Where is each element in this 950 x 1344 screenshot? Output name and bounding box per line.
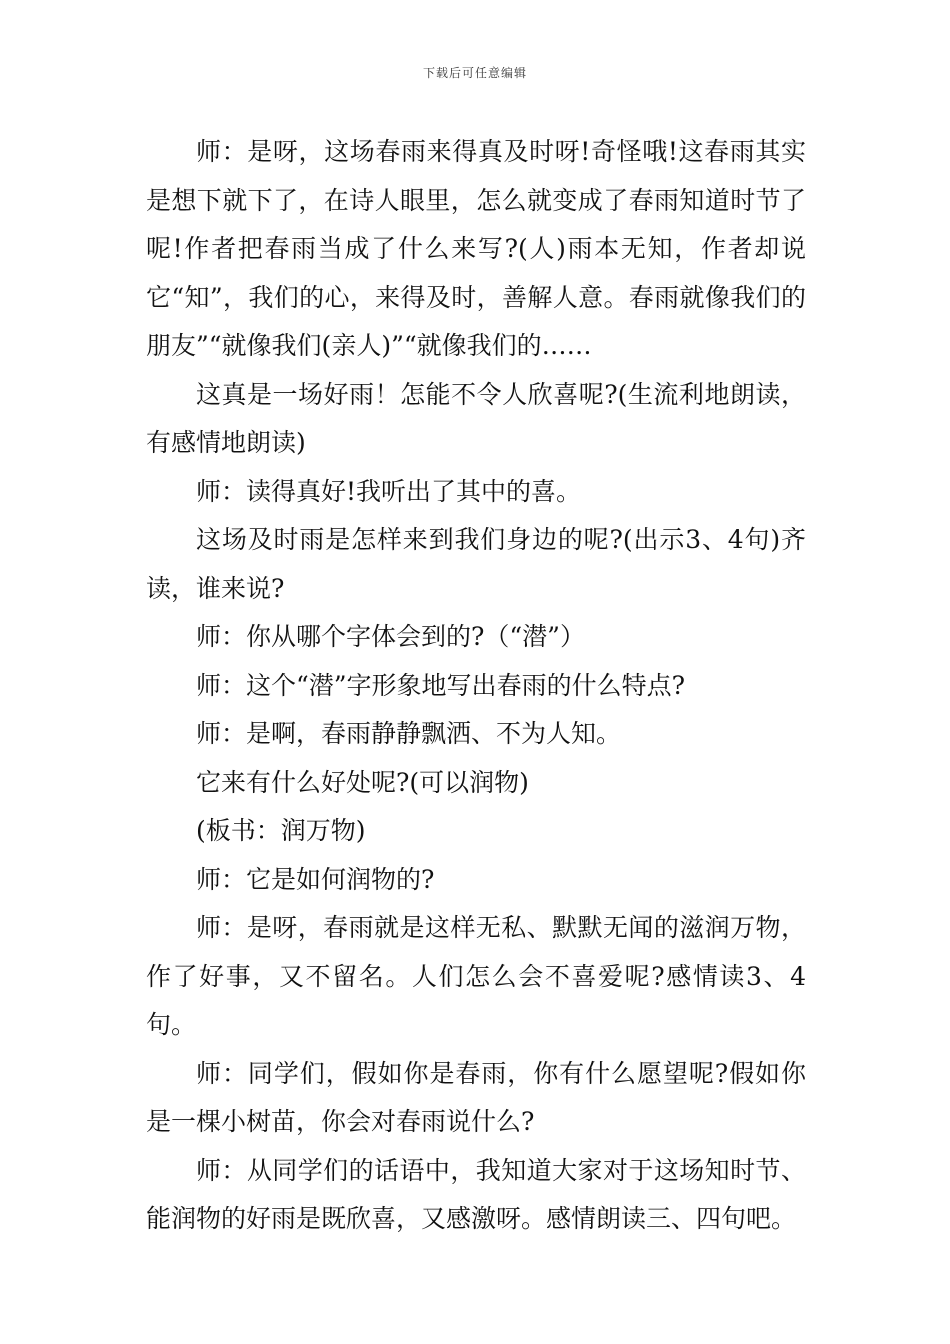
page-header: 下载后可任意编辑 — [422, 66, 527, 80]
paragraph: 师：是呀，这场春雨来得真及时呀!奇怪哦!这春雨其实是想下就下了，在诗人眼里，怎么就变成了春雨知道时节了呢!作者把春雨当成了什么来写?(人)雨本无知，作者却说它“知”，我们的心，来得及时，善解人意。春雨就像我们的朋友”“就像我们(亲人)”“就像我们的…… — [146, 137, 806, 360]
paragraph: 这场及时雨是怎样来到我们身边的呢?(出示3、4句)齐读，谁来说? — [146, 525, 806, 603]
paragraph: 师：是啊，春雨静静飘洒、不为人知。 — [196, 719, 622, 748]
paragraph: 师：你从哪个字体会到的?（“潜”） — [196, 622, 585, 651]
paragraph: (板书：润万物) — [196, 816, 366, 845]
document-body — [146, 128, 806, 1244]
paragraph: 师：这个“潜”字形象地写出春雨的什么特点? — [196, 670, 685, 700]
paragraph: 师：它是如何润物的? — [196, 864, 435, 894]
paragraph: 它来有什么好处呢?(可以润物) — [196, 767, 529, 797]
paragraph: 师：同学们，假如你是春雨，你有什么愿望呢?假如你是一棵小树苗，你会对春雨说什么? — [146, 1058, 806, 1136]
paragraph: 师：从同学们的话语中，我知道大家对于这场知时节、能润物的好雨是既欣喜，又感激呀。感情朗读三、四句吧。 — [146, 1155, 806, 1233]
paragraph: 这真是一场好雨！怎能不令人欣喜呢?(生流利地朗读，有感情地朗读) — [146, 379, 806, 457]
paragraph: 师：读得真好!我听出了其中的喜。 — [196, 476, 582, 506]
paragraph: 师：是呀，春雨就是这样无私、默默无闻的滋润万物，作了好事，又不留名。人们怎么会不喜爱呢?感情读3、4句。 — [146, 913, 806, 1039]
